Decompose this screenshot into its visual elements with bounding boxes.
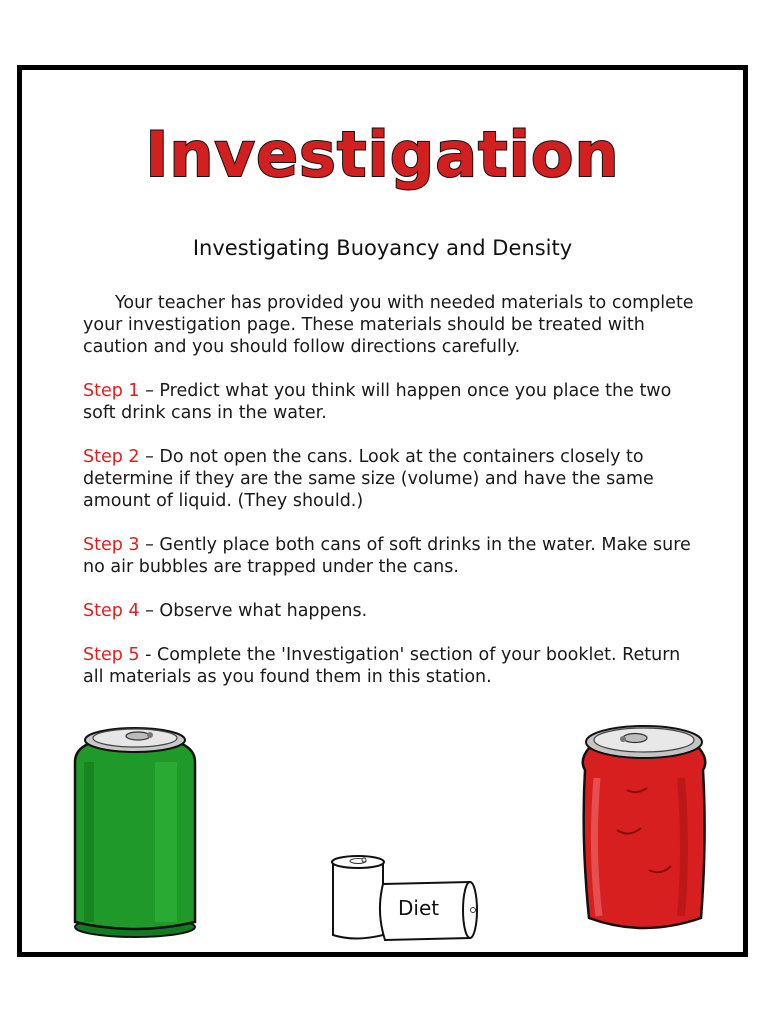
step-1-text: – Predict what you think will happen once you place the two soft drink cans in the water. <box>83 381 672 423</box>
intro-paragraph: Your teacher has provided you with needed materials to complete your investigation page. These materials should be treated with caution and you should follow directions carefully. <box>83 293 694 357</box>
step-4-label: Step 4 <box>83 601 140 621</box>
page-frame <box>17 65 748 957</box>
step-2-label: Step 2 <box>83 447 140 467</box>
step-2 <box>83 446 703 512</box>
step-3-text: – Gently place both cans of soft drinks in the water. Make sure no air bubbles are trapped under the cans. <box>83 535 691 577</box>
page-subtitle: Investigating Buoyancy and Density <box>192 236 573 260</box>
red-soda-can-icon <box>577 720 712 945</box>
step-4 <box>83 600 703 622</box>
step-4-text: – Observe what happens. <box>139 601 368 621</box>
step-1-label: Step 1 <box>83 381 140 401</box>
step-2-text: – Do not open the cans. Look at the containers closely to determine if they are the same size (volume) and have the same amount of liquid. (They should.) <box>83 447 654 511</box>
diet-label: Diet <box>398 896 440 920</box>
step-3-label: Step 3 <box>83 535 140 555</box>
step-5 <box>83 644 703 688</box>
step-1 <box>83 380 703 424</box>
page-title: Investigation <box>145 118 620 191</box>
step-5-label: Step 5 <box>83 645 140 665</box>
step-5-text: - Complete the 'Investigation' section of your booklet. Return all materials as you found them in this station. <box>83 645 681 687</box>
green-soda-can-icon <box>70 722 200 942</box>
step-3 <box>83 534 703 578</box>
